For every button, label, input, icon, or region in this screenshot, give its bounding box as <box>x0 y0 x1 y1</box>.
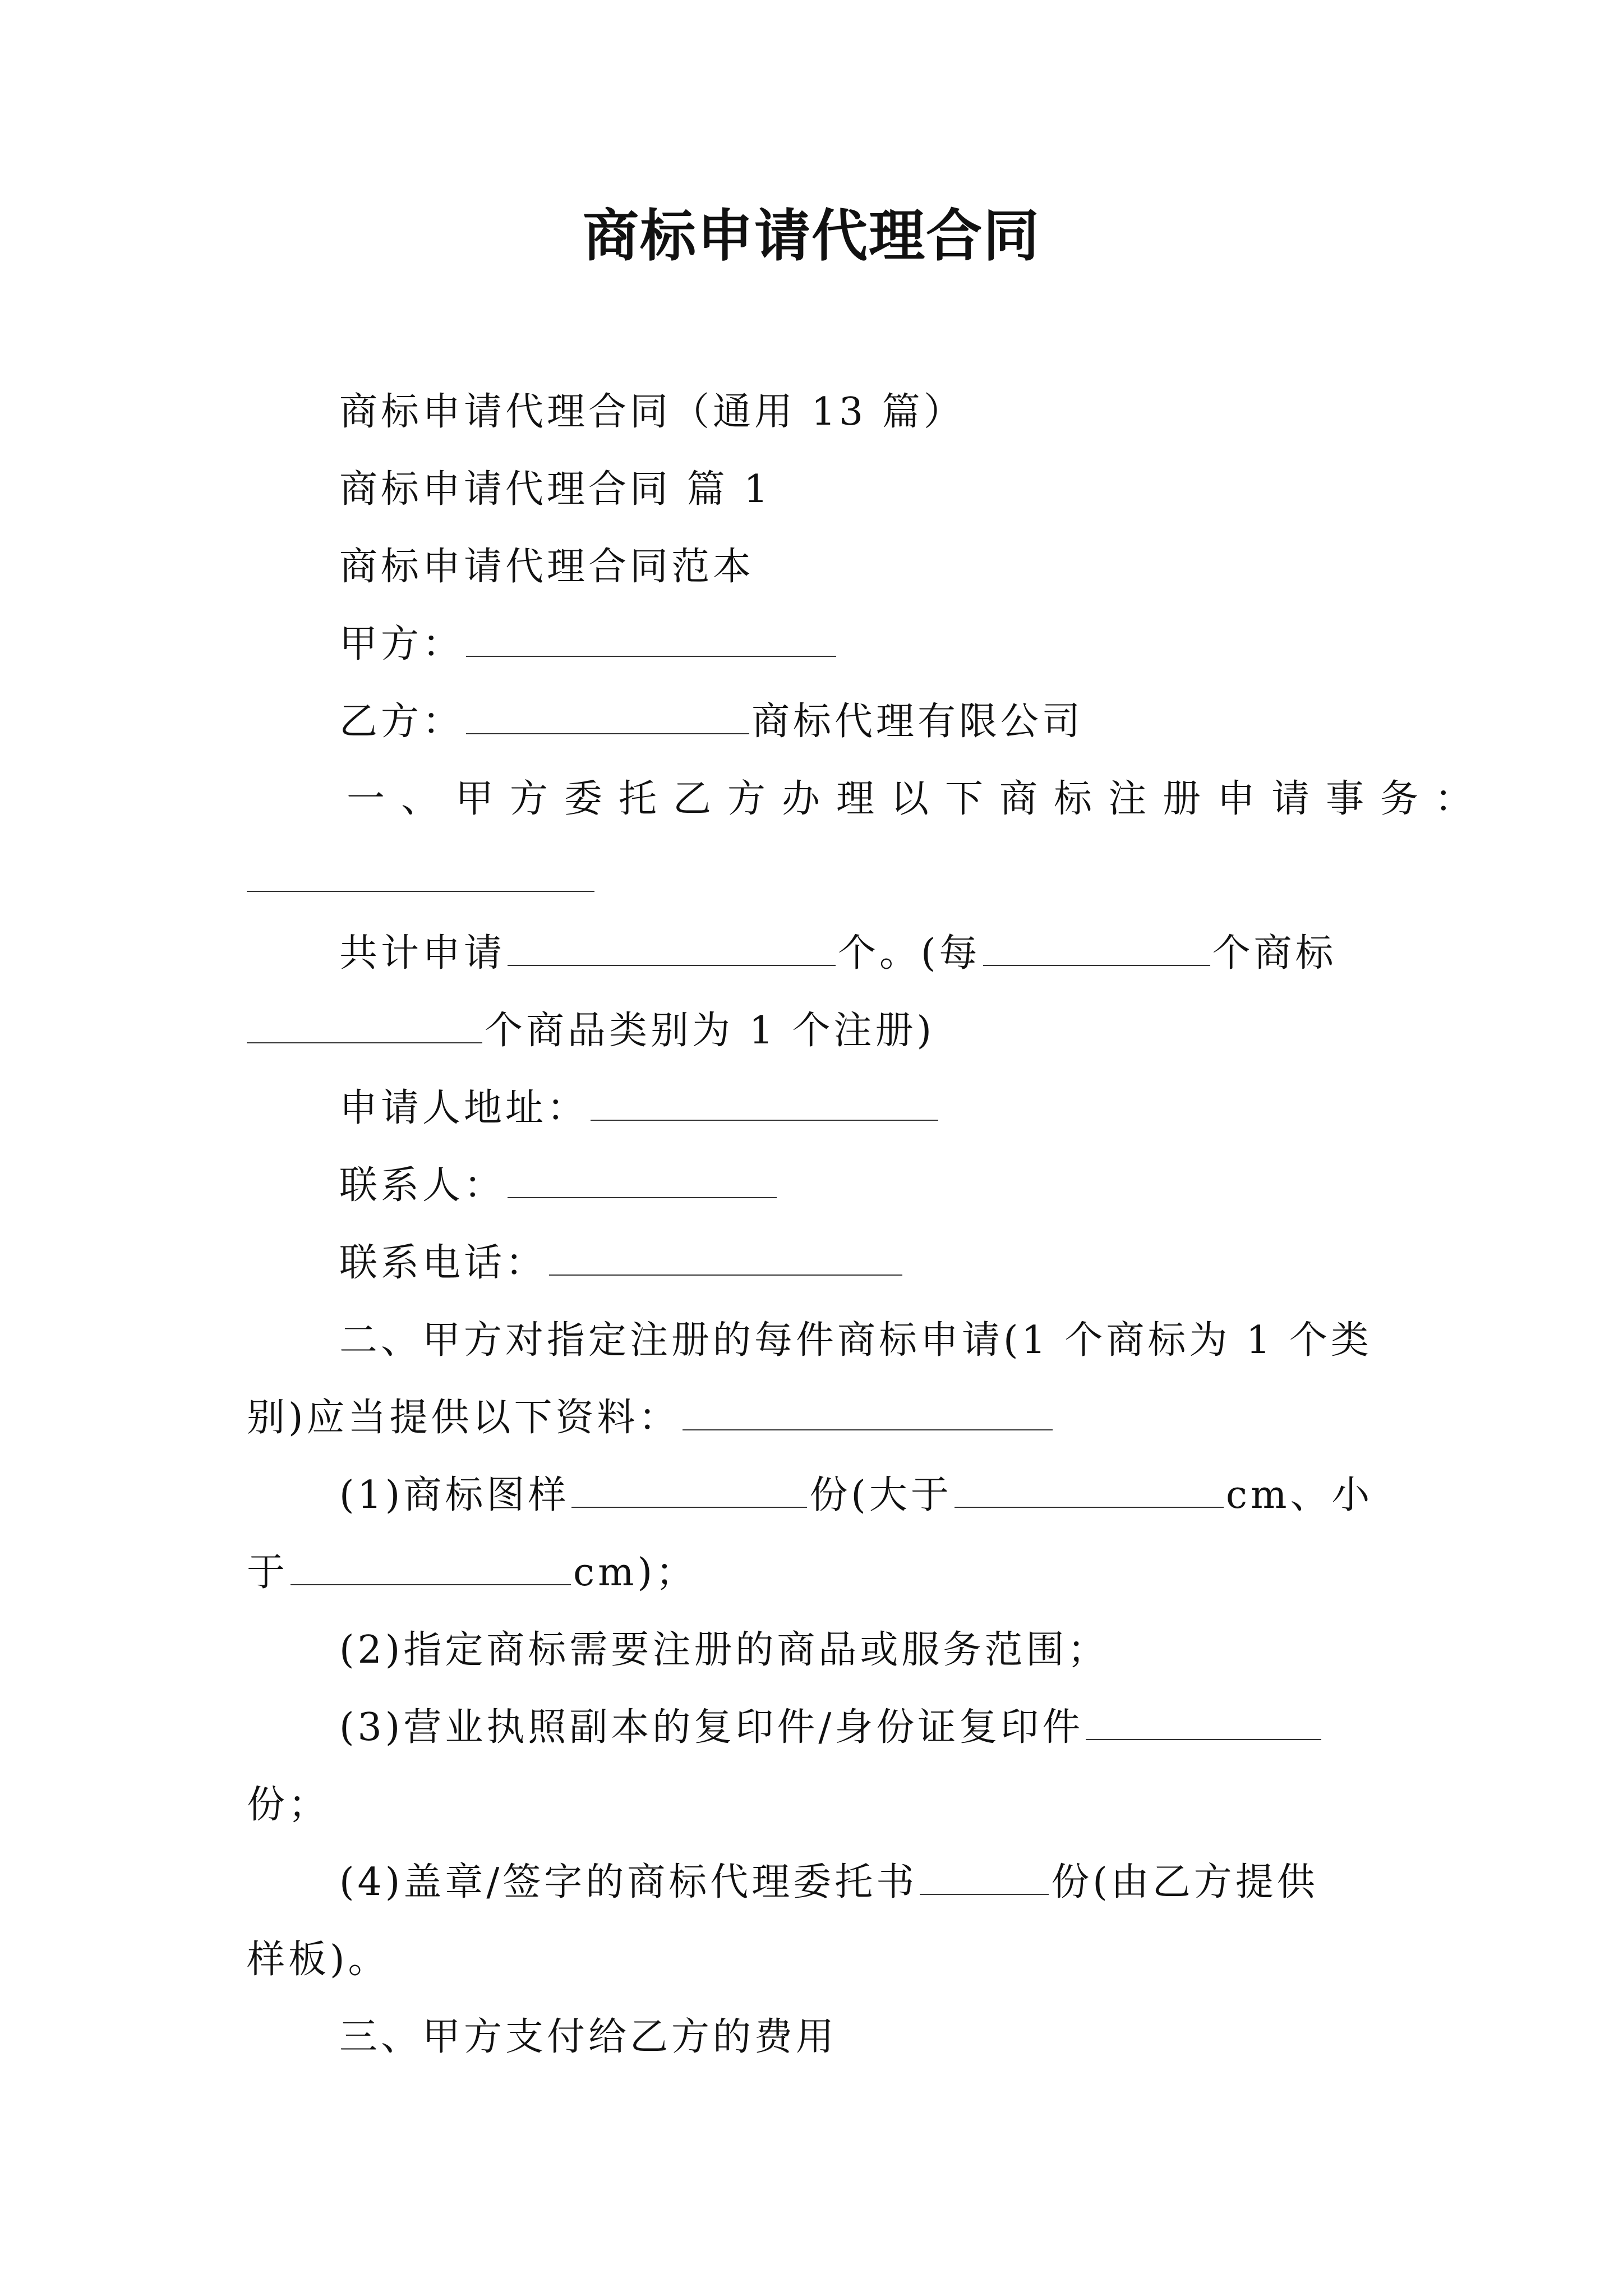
clause-2-line-2 <box>247 1393 1055 1443</box>
party-a-label: 甲方： <box>339 622 464 666</box>
party-b-line <box>339 697 1083 747</box>
clause-2-text: 别)应当提供以下资料： <box>247 1396 680 1440</box>
letter-count-blank <box>920 1859 1049 1895</box>
party-b-label: 乙方： <box>339 700 464 744</box>
apply-total-cont-line <box>247 1006 935 1056</box>
apply-count-blank <box>508 930 836 966</box>
max-size-blank <box>291 1549 571 1585</box>
item-4-prefix: (4)盖章/签字的商标代理委托书 <box>339 1860 918 1904</box>
min-size-blank <box>955 1472 1224 1508</box>
contact-line <box>339 1161 779 1211</box>
subtitle: 商标申请代理合同（通用 13 篇） <box>339 390 965 434</box>
party-b-suffix: 商标代理有限公司 <box>751 700 1084 744</box>
sample-count-blank <box>571 1472 807 1508</box>
apply-total-end: 个商标 <box>1212 931 1337 976</box>
item-3-line <box>339 1703 1324 1753</box>
party-a-line <box>339 619 838 670</box>
phone-blank <box>549 1240 902 1276</box>
item-1-line <box>339 1470 1373 1521</box>
clause-1-blank <box>247 890 594 892</box>
apply-total-prefix: 共计申请 <box>339 931 506 976</box>
clause-1-intro: 一、甲方委托乙方办理以下商标注册申请事务： <box>347 777 1490 821</box>
item-4-cont: 样板)。 <box>247 1938 390 1982</box>
copy-count-blank <box>1086 1704 1321 1740</box>
item-2: (2)指定商标需要注册的商品或服务范围； <box>339 1628 1109 1672</box>
item-1-cont-prefix: 于 <box>247 1550 289 1595</box>
item-1-prefix: (1)商标图样 <box>339 1473 570 1517</box>
template-name: 商标申请代理合同范本 <box>339 545 755 589</box>
address-line <box>339 1083 940 1134</box>
item-3-prefix: (3)营业执照副本的复印件/身份证复印件 <box>339 1705 1084 1750</box>
apply-total-tail: 个商品类别为 1 个注册) <box>485 1009 935 1053</box>
item-4-line <box>339 1857 1318 1908</box>
contact-label: 联系人： <box>339 1163 506 1208</box>
address-blank <box>591 1085 938 1121</box>
item-1-end: cm、小 <box>1225 1473 1373 1517</box>
class-count-blank <box>247 1007 482 1043</box>
party-a-blank <box>466 621 836 657</box>
contact-blank <box>508 1162 777 1198</box>
clause-2-line-1: 二、甲方对指定注册的每件商标申请(1 个商标为 1 个类 <box>339 1318 1372 1363</box>
per-count-blank <box>983 930 1210 966</box>
item-1-cont-end: cm)； <box>573 1550 698 1595</box>
phone-label: 联系电话： <box>339 1241 547 1285</box>
clause-3: 三、甲方支付给乙方的费用 <box>339 2015 838 2059</box>
section-heading: 商标申请代理合同 篇 1 <box>339 467 772 512</box>
document-title: 商标申请代理合同 <box>583 203 1040 269</box>
party-b-blank <box>466 698 749 734</box>
item-1-mid: 份(大于 <box>809 1473 952 1517</box>
item-4-end: 份(由乙方提供 <box>1051 1860 1318 1904</box>
apply-total-mid: 个。(每 <box>838 931 981 976</box>
clause-2-blank <box>683 1395 1053 1430</box>
address-label: 申请人地址： <box>339 1086 589 1130</box>
apply-total-line <box>339 928 1337 979</box>
item-1-cont-line <box>247 1548 697 1598</box>
phone-line <box>339 1238 905 1289</box>
item-3-cont: 份； <box>247 1783 330 1827</box>
